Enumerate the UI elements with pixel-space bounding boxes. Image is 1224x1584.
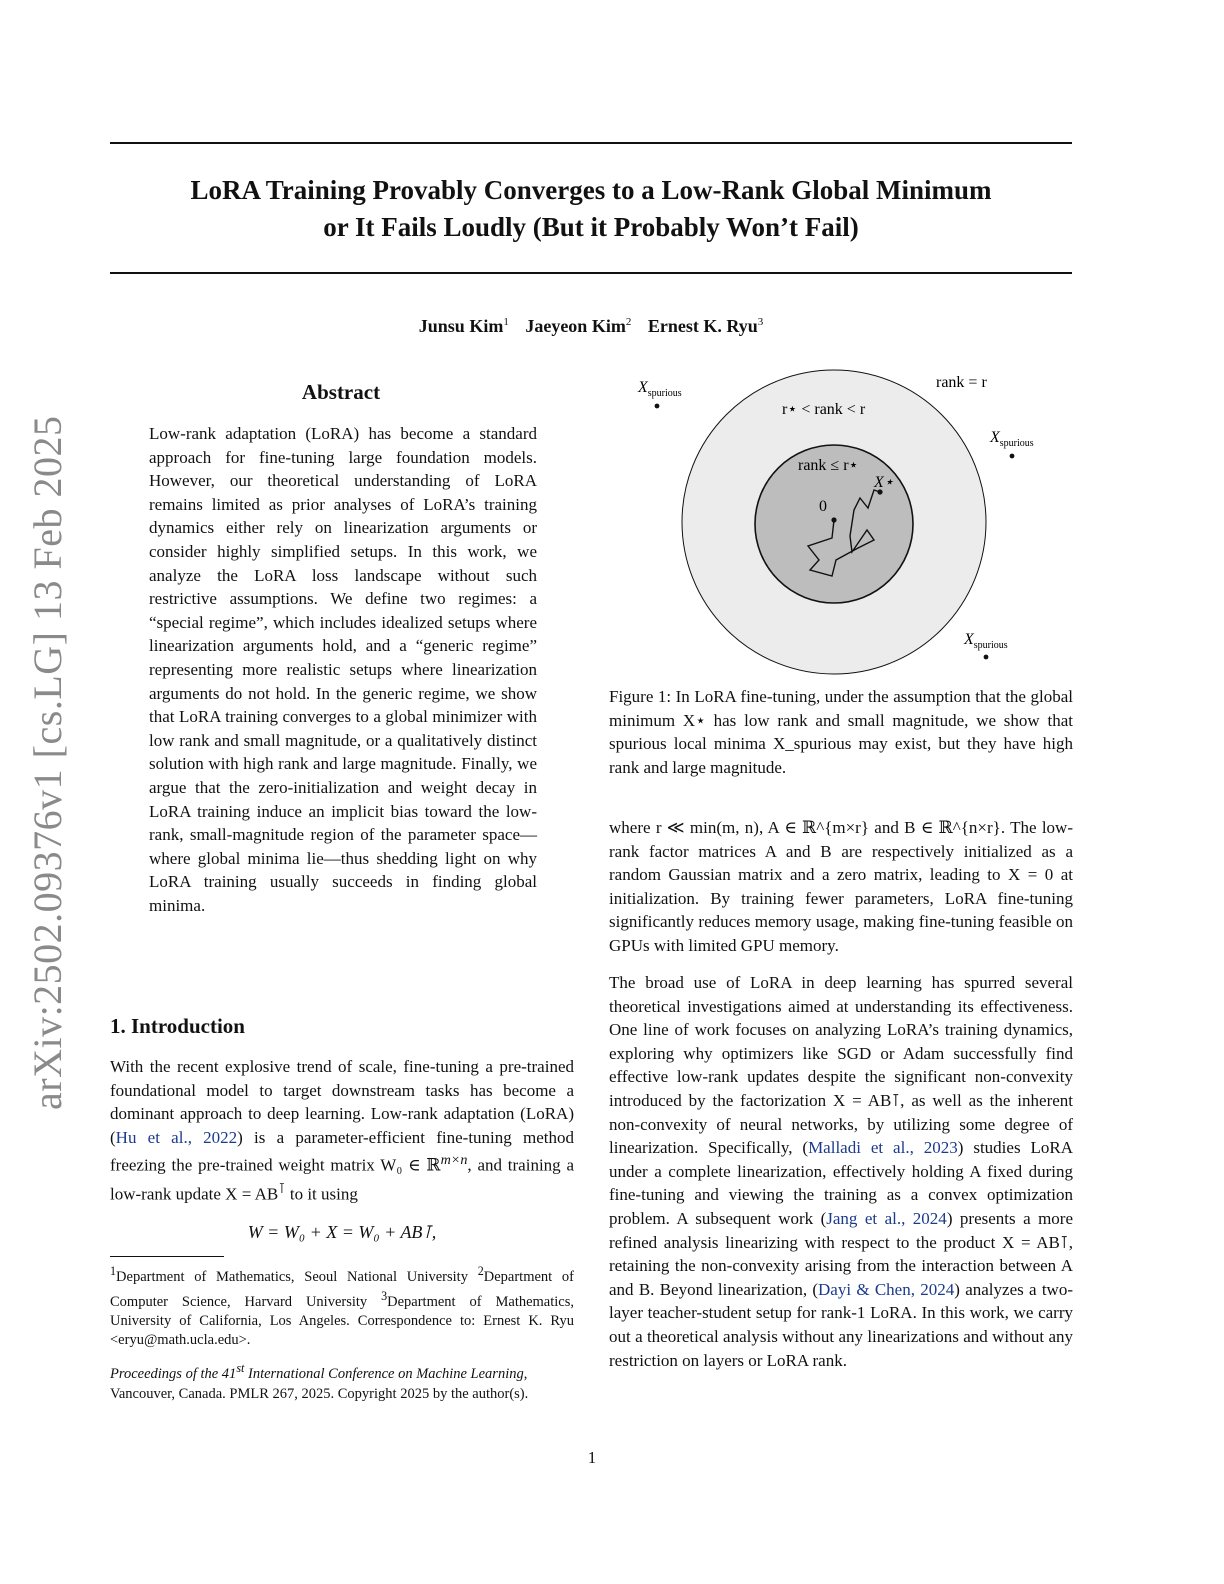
author: Ernest K. Ryu$^3$: [647, 316, 764, 336]
bottom-title-rule: [110, 272, 1072, 274]
label-mid-region: r⋆ < rank < r: [782, 401, 866, 418]
label-inner-region: rank ≤ r⋆: [798, 457, 859, 474]
citation-dayi[interactable]: Dayi & Chen, 2024: [818, 1279, 955, 1299]
citation-malladi[interactable]: Malladi et al., 2023: [808, 1138, 958, 1158]
figure-1: [612, 360, 1082, 680]
label-rank-r: rank = r: [936, 374, 987, 391]
page-number: 1: [587, 1448, 597, 1467]
intro-heading: 1. Introduction: [110, 1014, 245, 1038]
label-spurious-3: $X_{spurious}$: [964, 631, 1008, 651]
abstract-body: Low-rank adaptation (LoRA) has become a standard approach for fine-tuning large foundation models. However, our theoretical understanding of LoRA remains limited as prior analyses of LoRA’s training dynamics either rely on linearization arguments or consider highly simplified setups. In this work, we analyze the LoRA loss landscape without such restrictive assumptions. We define two regimes: a “special regime”, which includes idealized setups where linearization arguments hold, and a “generic regime” representing more realistic setups where linearization arguments do not hold. In the generic regime, we show that LoRA training converges to a global minimizer with low rank and small magnitude, or a qualitatively distinct solution with high rank and large magnitude. Finally, we argue that the zero-initialization and weight decay in LoRA training induce an implicit bias toward the low-rank, small-magnitude region of the parameter space—where global minima lie—thus shedding light on why LoRA training usually succeeds in finding global minima.: [149, 424, 537, 915]
paper-title: [110, 172, 1072, 246]
spurious-point-3: [984, 655, 989, 660]
label-spurious-2: $X_{spurious}$: [990, 429, 1034, 449]
title-line-1: LoRA Training Provably Converges to a Low-Rank Global Minimum: [190, 175, 992, 205]
right-paragraph-1: where r ≪ min(m, n), A ∈ ℝ^{m×r} and B ∈ ℝ^{n×r}. The low-rank factor matrices A and B are respectively initialized as a random Gaussian matrix and a zero matrix, leading to X = 0 at initialization. By training fewer parameters, LoRA fine-tuning significantly reduces memory usage, making fine-tuning feasible on GPUs with limited GPU memory.: [609, 818, 1073, 955]
intro-paragraph: With the recent explosive trend of scale, fine-tuning a pre-trained foundational model to target downstream tasks has become a dominant approach to deep learning. Low-rank adaptation (LoRA) (Hu et al., 2022) is a parameter-efficient fine-tuning method freezing the pre-trained weight matrix W₀ ∈ ℝ$^{m\times n}$, and training a low-rank update X = AB⊺ to it using: [110, 1057, 575, 1204]
footnote-rule: [110, 1256, 224, 1257]
label-spurious-1: $X_{spurious}$: [638, 379, 682, 399]
citation-jang[interactable]: Jang et al., 2024: [826, 1208, 947, 1228]
abstract-heading: Abstract: [301, 380, 381, 404]
origin-point: [831, 517, 836, 522]
lora-equation: W = W₀ + X = W₀ + AB⊺,: [247, 1222, 437, 1242]
right-paragraph-2: The broad use of LoRA in deep learning has spurred several theoretical investigations aimed at understanding its effectiveness. One line of work focuses on analyzing LoRA’s training dynamics, exploring why optimizers like SGD or Adam successfully find effective low-rank updates despite the significant non-convexity introduced by the factorization X = AB⊺, as well as the inherent non-convexity of neural networks, by utilizing some degree of linearization. Specifically, (Malladi et al., 2023) studies LoRA under a complete linearization, effectively holding A fixed during fine-tuning and viewing the training as a convex optimization problem. A subsequent work (Jang et al., 2024) presents a more refined analysis linearizing with respect to the product X = AB⊺, retaining the non-convexity arising from the interaction between A and B. Beyond linearization, (Dayi & Chen, 2024) analyzes a two-layer teacher-student setup for rank-1 LoRA. In this work, we carry out a theoretical analysis without any linearizations and without any restriction on layers or LoRA rank.: [609, 973, 1074, 1370]
figure-caption: Figure 1: In LoRA fine-tuning, under the assumption that the global minimum X⋆ has low rank and small magnitude, we show that spurious local minima X_spurious may exist, but they have high rank and large magnitude.: [609, 687, 1073, 777]
title-line-2: or It Fails Loudly (But it Probably Won’t Fail): [323, 212, 859, 242]
top-rule: [110, 142, 1072, 144]
arxiv-stamp: arXiv:2502.09376v1 [cs.LG] 13 Feb 2025: [25, 415, 70, 1110]
author: Jaeyeon Kim$^2$: [525, 316, 632, 336]
affiliation-footnote: $^1$Department of Mathematics, Seoul National University $^2$Department of Computer Science, Harvard University $^3$Department of Mathematics, University of California, Los Angeles. Correspondence to: Ernest K. Ryu <eryu@math.ucla.edu>.: [110, 1264, 575, 1348]
citation-hu[interactable]: Hu et al., 2022: [115, 1127, 238, 1147]
label-xstar: X⋆: [874, 474, 894, 491]
label-origin: 0: [819, 498, 827, 515]
spurious-point-2: [1010, 454, 1015, 459]
spurious-point-1: [655, 404, 660, 409]
author: Junsu Kim$^1$: [418, 316, 509, 336]
author-list: [110, 316, 1072, 337]
proceedings-note: Proceedings of the 41st International Conference on Machine Learning, Vancouver, Canada. PMLR 267, 2025. Copyright 2025 by the author(s).: [110, 1361, 529, 1402]
